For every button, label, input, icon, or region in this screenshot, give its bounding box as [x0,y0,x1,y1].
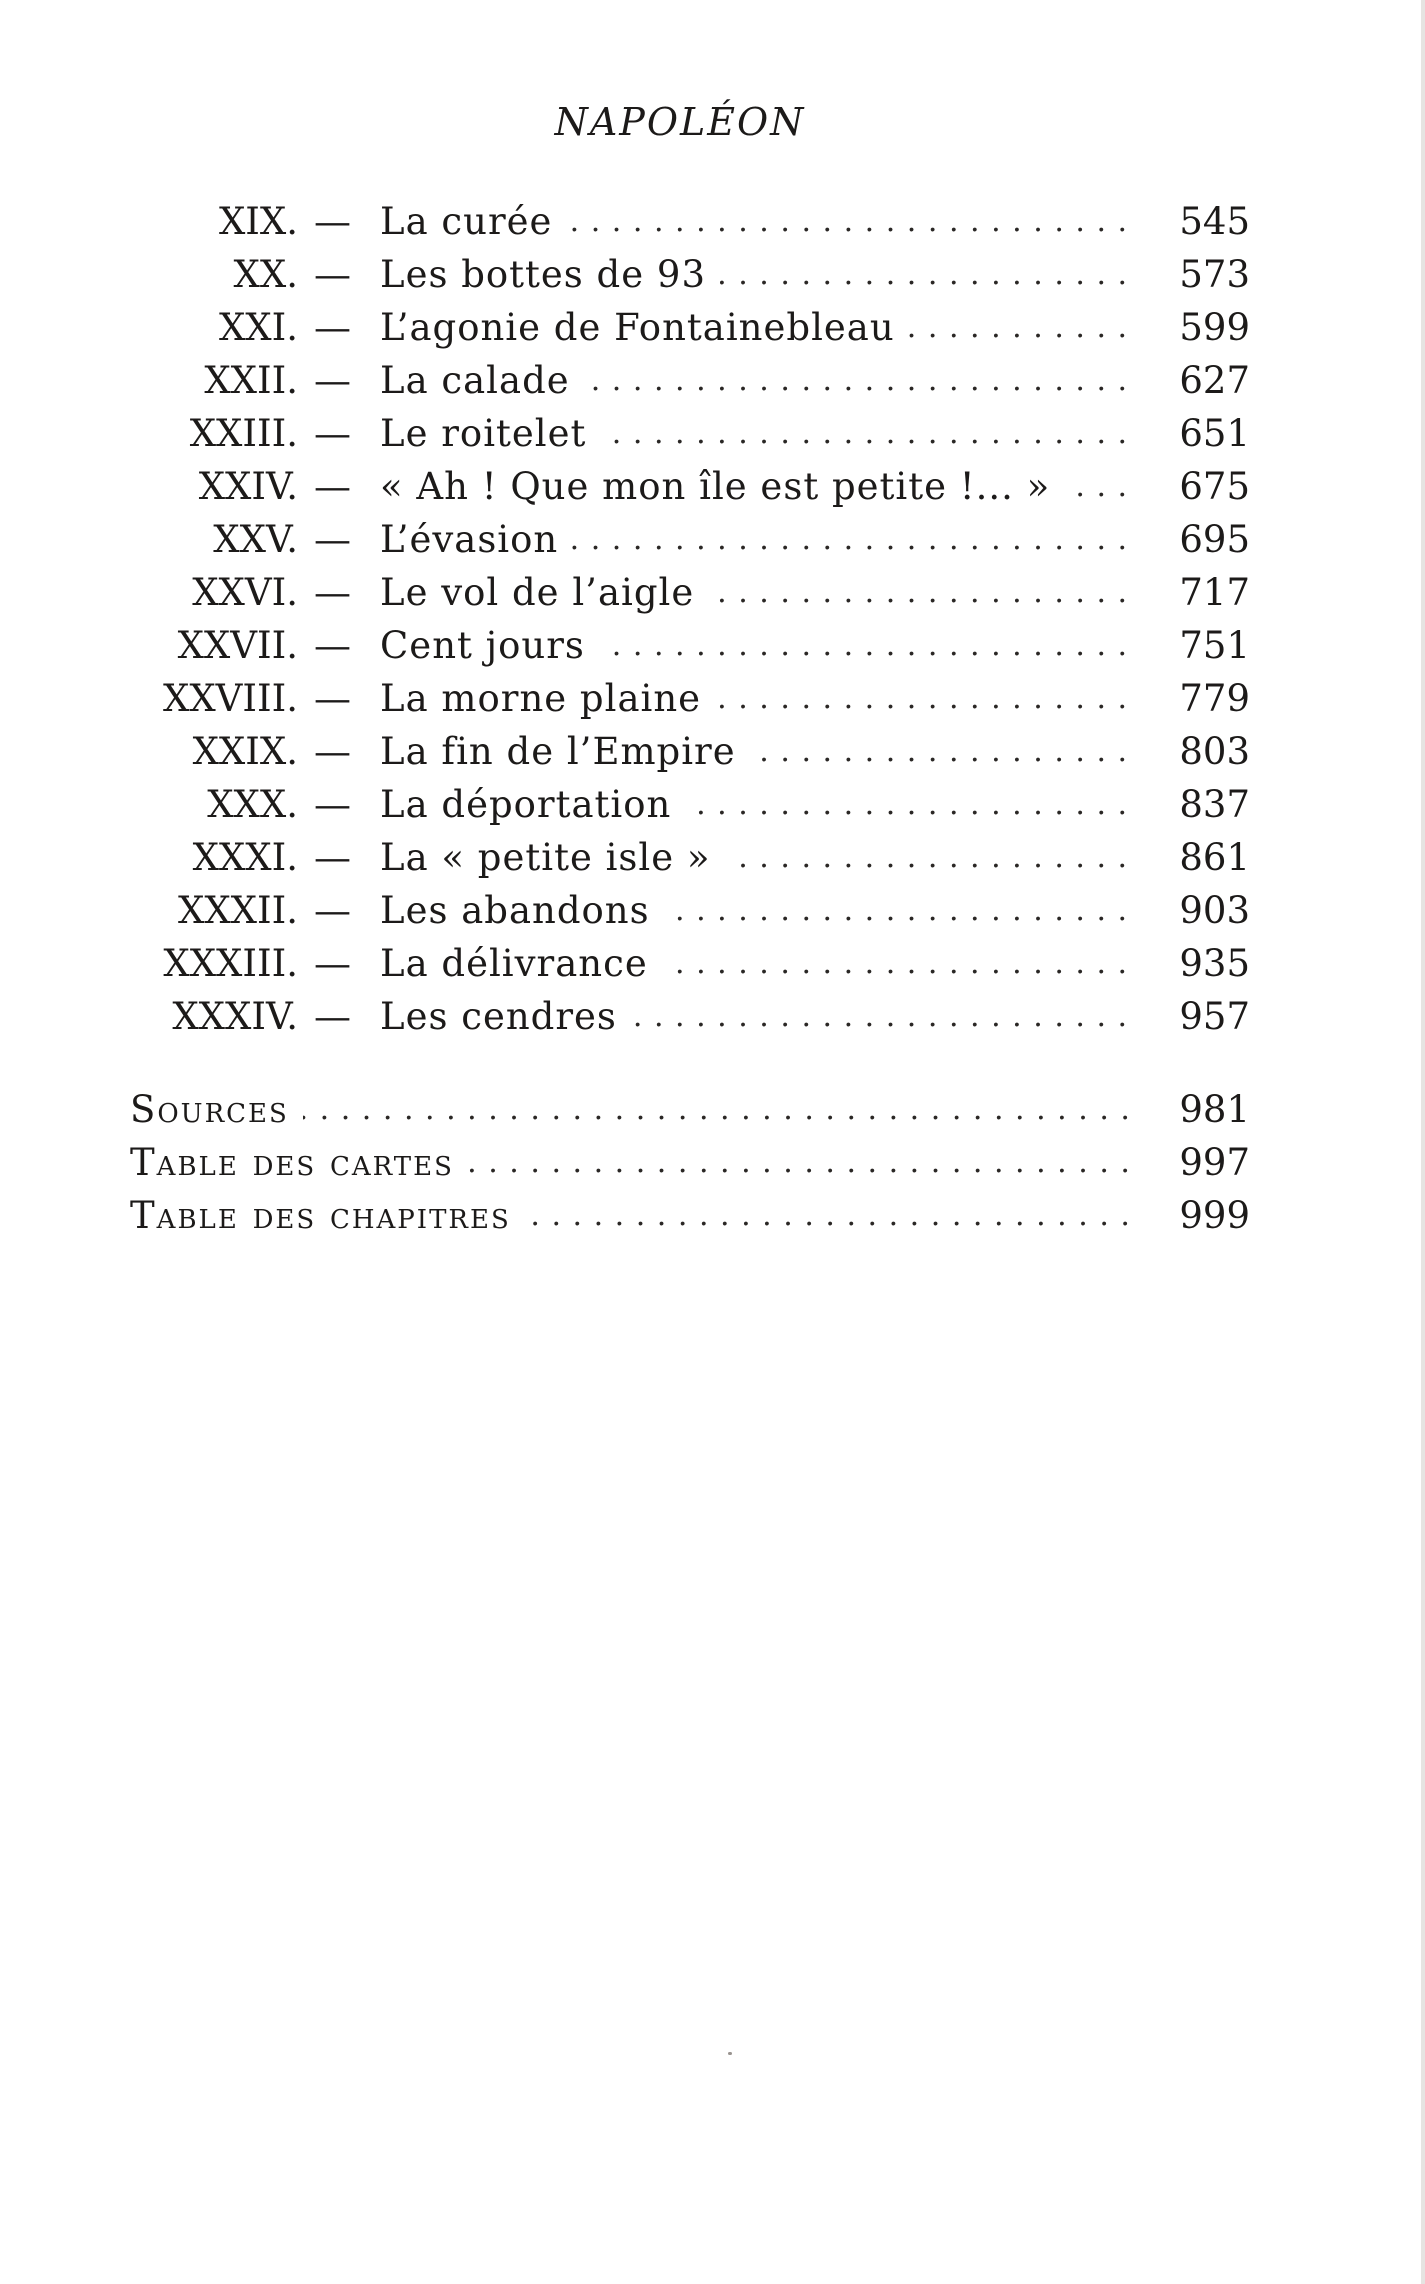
chapter-entry [380,831,1130,884]
dash-separator: — [314,465,351,508]
chapter-title: Le roitelet [380,412,600,455]
chapter-number: XXXIII. [163,942,298,985]
chapter-entry [380,195,1130,248]
page-number: 997 [1179,1141,1250,1184]
toc-row [130,831,1250,884]
page-number: 779 [1179,677,1250,720]
page-number: 837 [1179,783,1250,826]
chapter-entry [380,566,1130,619]
page-number: 981 [1179,1088,1250,1131]
chapter-number: XXVIII. [162,677,298,720]
toc-row [130,195,1250,248]
chapter-title: La fin de l’Empire [380,730,750,773]
chapter-title: La curée [380,200,566,243]
toc-row [130,566,1250,619]
toc-row [130,619,1250,672]
chapter-title: « Ah ! Que mon île est petite !... » [380,465,1064,508]
chapter-entry [380,990,1130,1043]
chapter-entry [380,725,1130,778]
chapter-entry [380,301,1130,354]
dash-separator: — [314,889,351,932]
chapter-title: La morne plaine [380,677,715,720]
page-number: 717 [1179,571,1250,614]
dash-separator: — [314,942,351,985]
chapter-entry [380,619,1130,672]
chapter-number: XXV. [213,518,298,561]
back-matter-entry [130,1189,1130,1242]
page-number: 545 [1179,200,1250,243]
page-number: 903 [1179,889,1250,932]
section-gap [130,1043,1250,1083]
chapter-number: XXXIV. [172,995,298,1038]
back-matter-title: Sources [130,1088,303,1131]
chapter-number: XXVII. [177,624,298,667]
chapter-title: La déportation [380,783,685,826]
dash-separator: — [314,412,351,455]
back-matter-row [130,1189,1250,1242]
chapter-entry [380,884,1130,937]
page-number: 803 [1179,730,1250,773]
toc-row [130,460,1250,513]
dash-separator: — [314,518,351,561]
back-matter-title: Table des chapitres [130,1194,525,1237]
chapter-entry [380,513,1130,566]
page-number: 573 [1179,253,1250,296]
chapter-entry [380,937,1130,990]
dash-separator: — [314,624,351,667]
chapter-title: Le vol de l’aigle [380,571,708,614]
page-number: 651 [1179,412,1250,455]
back-matter-entry [130,1083,1130,1136]
chapter-number: XXVI. [192,571,298,614]
table-of-contents [130,195,1250,1242]
chapter-entry [380,248,1130,301]
toc-row [130,513,1250,566]
page-number: 627 [1179,359,1250,402]
back-matter-entry [130,1136,1130,1189]
chapter-number: XXXII. [177,889,298,932]
dash-separator: — [314,677,351,720]
chapter-number: XXXI. [192,836,298,879]
back-matter-row [130,1083,1250,1136]
dash-separator: — [314,571,351,614]
dash-separator: — [314,783,351,826]
chapter-entry [380,778,1130,831]
chapter-title: La « petite isle » [380,836,725,879]
chapter-number: XXI. [218,306,298,349]
toc-row [130,884,1250,937]
dash-separator: — [314,836,351,879]
chapter-number: XXIV. [198,465,298,508]
chapter-number: XIX. [218,200,298,243]
dash-separator: — [314,200,351,243]
toc-row [130,354,1250,407]
chapter-entry [380,407,1130,460]
chapter-entry [380,460,1130,513]
chapter-entry [380,354,1130,407]
back-matter-row [130,1136,1250,1189]
chapter-number: XXX. [207,783,298,826]
page-number: 861 [1179,836,1250,879]
page-number: 695 [1179,518,1250,561]
toc-row [130,937,1250,990]
page-number: 957 [1179,995,1250,1038]
print-speck [728,2052,732,2055]
dash-separator: — [314,730,351,773]
page-edge-shadow [1421,0,1425,2284]
chapter-title: L’évasion [380,518,572,561]
toc-row [130,778,1250,831]
toc-row [130,725,1250,778]
chapter-title: Les abandons [380,889,664,932]
dash-separator: — [314,306,351,349]
chapter-title: La calade [380,359,584,402]
page-number: 675 [1179,465,1250,508]
chapter-title: La délivrance [380,942,662,985]
chapter-number: XXII. [204,359,298,402]
chapter-title: L’agonie de Fontainebleau [380,306,909,349]
page-number: 935 [1179,942,1250,985]
toc-row [130,301,1250,354]
chapter-entry [380,672,1130,725]
page-number: 599 [1179,306,1250,349]
chapter-number: XX. [233,253,298,296]
toc-row [130,248,1250,301]
toc-row [130,407,1250,460]
page-number: 999 [1179,1194,1250,1237]
toc-row [130,672,1250,725]
chapter-title: Les bottes de 93 [380,253,720,296]
running-title: NAPOLÉON [554,100,806,144]
chapter-number: XXIII. [189,412,298,455]
dash-separator: — [314,359,351,402]
dash-separator: — [314,253,351,296]
dash-separator: — [314,995,351,1038]
chapter-title: Les cendres [380,995,631,1038]
chapter-title: Cent jours [380,624,599,667]
chapter-number: XXIX. [192,730,298,773]
back-matter-title: Table des cartes [130,1141,468,1184]
toc-row [130,990,1250,1043]
page-number: 751 [1179,624,1250,667]
